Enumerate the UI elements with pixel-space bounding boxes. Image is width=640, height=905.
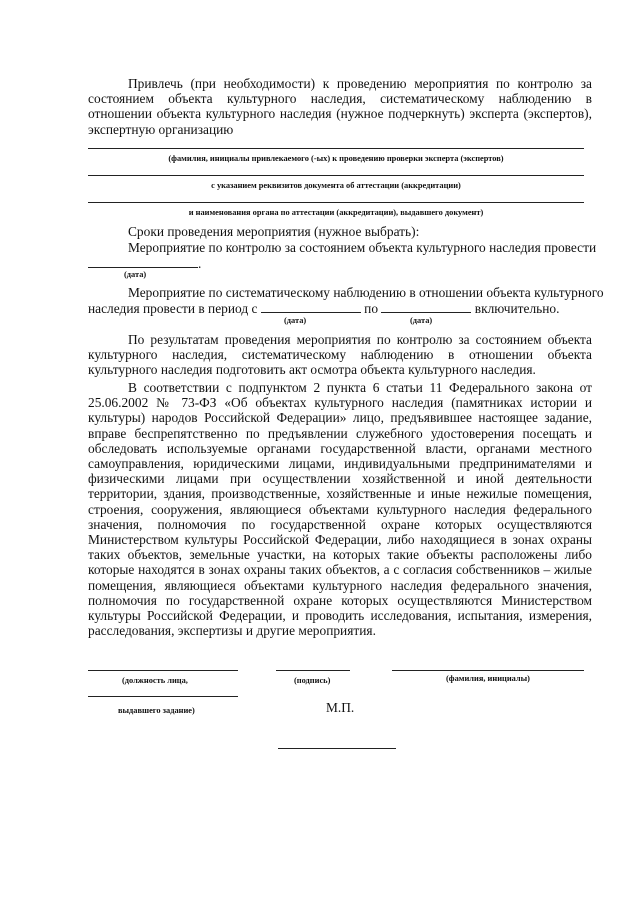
position-line [88, 670, 238, 671]
observation-from-caption: (дата) [284, 316, 307, 325]
observation-line-1: Мероприятие по систематическому наблюдению в отношении объекта культурного [128, 285, 604, 300]
name-caption: (фамилия, инициалы) [446, 674, 530, 683]
signature-line [276, 670, 350, 671]
control-date-period: . [198, 256, 202, 271]
intro-paragraph: Привлечь (при необходимости) к проведению мероприятия по контролю за состоянием объекта культурного наследия, систематическому наблюдению в отношении объекта культурного наследия (нужное подчеркнуть) эксперта (экспертов), экспертную организацию [88, 76, 592, 137]
observation-line-2 [88, 301, 559, 316]
bottom-line [278, 748, 396, 749]
observation-suffix: включительно. [474, 301, 560, 316]
signature-caption: (подпись) [294, 676, 331, 685]
attestation-doc-caption: с указанием реквизитов документа об аттестации (аккредитации) [211, 181, 461, 190]
name-line [392, 670, 584, 671]
law-paragraph: В соответствии с подпунктом 2 пункта 6 статьи 11 Федерального закона от 25.06.2002 № 73-ФЗ «Об объектах культурного наследия (памятниках истории и культуры) народов Российской Федерации» лицо, предъявившее настоящее задание, вправе беспрепятственно по предъявлении служебного удостоверения посещать и обследовать используемые органами государственной власти, органами местного самоуправления, юридическими лицами, индивидуальными предпринимателями и физическими лицами при осуществлении хозяйственной и иной деятельности территории, здания, производственные, хозяйственные и иные нежилые помещения, строения, сооружения, являющиеся объектами культурного наследия федерального значения, полномочия по государственной охране которых осуществляются Министерством культуры Российской Федерации, либо находящиеся в зонах охраны таких объектов, земельные участки, на которых такие объекты расположены либо которые находятся в зонах охраны таких объектов, а с согласия собственников – жилые помещения, являющиеся объектами культурного наследия федерального значения, полномочия по государственной охране которых осуществляются Министерством культуры Российской Федерации, и проводить исследования, испытания, измерения, расследования, экспертизы и другие мероприятия. [88, 380, 592, 639]
results-paragraph: По результатам проведения мероприятия по контролю за состоянием объекта культурного наследия, систематическому наблюдению в отношении объекта культурного наследия подготовить акт осмотра объекта культурного наследия. [88, 332, 592, 378]
control-date-blank [88, 256, 198, 268]
issuer-caption: выдавшего задание) [118, 706, 195, 715]
attestation-body-line [88, 202, 584, 203]
issuer-line [88, 696, 238, 697]
observation-to-caption: (дата) [410, 316, 433, 325]
attestation-body-caption: и наименования органа по аттестации (аккредитации), выдавшего документ) [188, 208, 484, 217]
expert-name-line [88, 148, 584, 149]
observation-by: по [364, 301, 379, 316]
observation-from-blank [261, 301, 361, 313]
control-term-line: Мероприятие по контролю за состоянием объекта культурного наследия провести [128, 240, 597, 255]
expert-name-caption: (фамилия, инициалы привлекаемого (-ых) к проведению проверки эксперта (экспертов) [168, 154, 504, 163]
stamp-placeholder: М.П. [326, 700, 355, 715]
observation-to-blank [381, 301, 471, 313]
control-date-row [88, 256, 201, 271]
control-date-caption: (дата) [124, 270, 147, 279]
attestation-doc-line [88, 175, 584, 176]
position-caption: (должность лица, [122, 676, 188, 685]
observation-prefix: наследия провести в период с [88, 301, 258, 316]
terms-heading: Сроки проведения мероприятия (нужное выбрать): [128, 224, 420, 239]
